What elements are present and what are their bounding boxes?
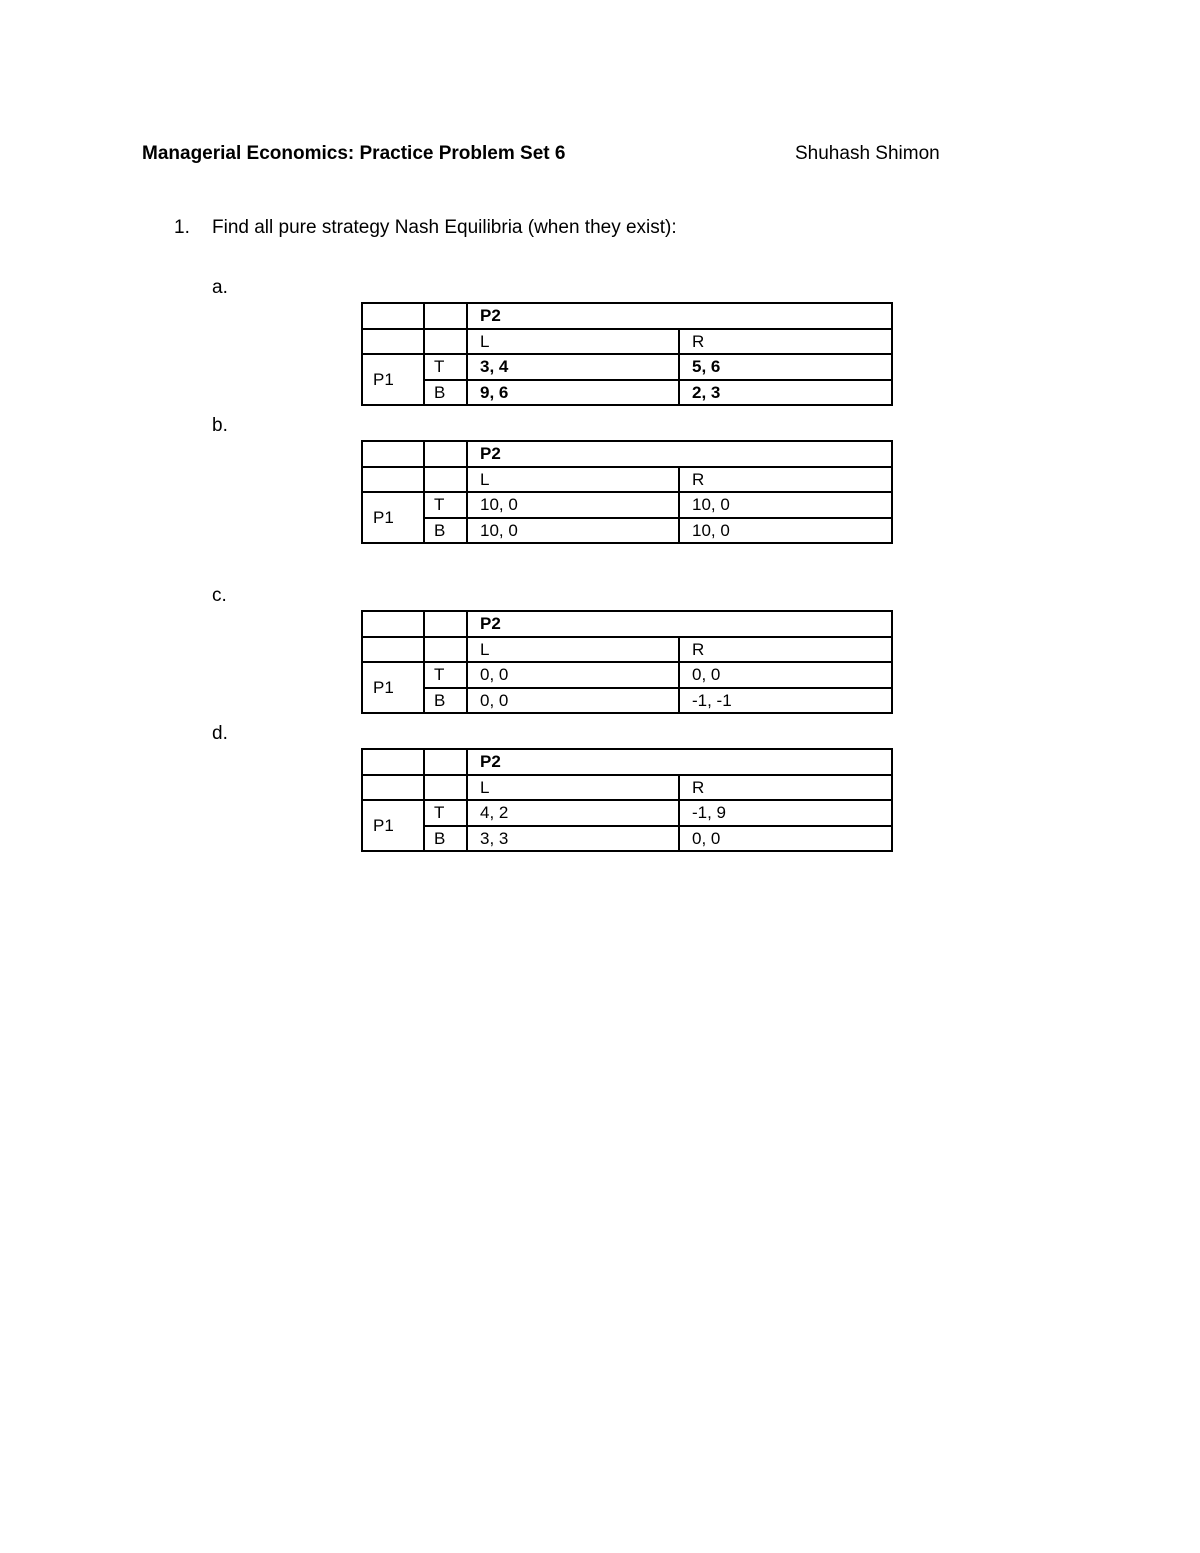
empty-cell: [362, 775, 424, 801]
payoff-matrix-a: [361, 302, 893, 406]
row-strategy-b: B: [424, 380, 467, 406]
row-strategy-t: T: [424, 354, 467, 380]
row-player-label: P1: [362, 800, 424, 851]
empty-cell: [424, 611, 467, 637]
row-player-label: P1: [362, 354, 424, 405]
question-number: 1.: [174, 217, 190, 238]
payoff-cell-b-r: 2, 3: [679, 380, 892, 406]
document-title: Managerial Economics: Practice Problem Set 6: [142, 143, 566, 164]
part-label-a: a.: [212, 277, 228, 298]
payoff-cell-t-l: 3, 4: [467, 354, 679, 380]
author-name: Shuhash Shimon: [795, 143, 940, 164]
payoff-matrix-b: [361, 440, 893, 544]
empty-cell: [362, 329, 424, 355]
payoff-matrix-d: [361, 748, 893, 852]
empty-cell: [362, 441, 424, 467]
col-strategy-l: L: [467, 775, 679, 801]
part-label-b: b.: [212, 415, 228, 436]
payoff-cell-b-r: 0, 0: [679, 826, 892, 852]
empty-cell: [424, 467, 467, 493]
row-player-label: P1: [362, 662, 424, 713]
payoff-cell-t-l: 10, 0: [467, 492, 679, 518]
part-label-c: c.: [212, 585, 227, 606]
payoff-cell-t-l: 4, 2: [467, 800, 679, 826]
empty-cell: [424, 775, 467, 801]
row-strategy-b: B: [424, 826, 467, 852]
payoff-cell-b-l: 9, 6: [467, 380, 679, 406]
column-player-label: P2: [467, 441, 892, 467]
col-strategy-r: R: [679, 637, 892, 663]
column-player-label: P2: [467, 749, 892, 775]
empty-cell: [424, 749, 467, 775]
empty-cell: [362, 611, 424, 637]
empty-cell: [424, 637, 467, 663]
empty-cell: [362, 637, 424, 663]
empty-cell: [424, 303, 467, 329]
payoff-cell-b-r: -1, -1: [679, 688, 892, 714]
empty-cell: [424, 441, 467, 467]
payoff-cell-t-r: -1, 9: [679, 800, 892, 826]
column-player-label: P2: [467, 611, 892, 637]
payoff-cell-b-l: 0, 0: [467, 688, 679, 714]
column-player-label: P2: [467, 303, 892, 329]
col-strategy-r: R: [679, 329, 892, 355]
payoff-cell-b-l: 3, 3: [467, 826, 679, 852]
col-strategy-r: R: [679, 775, 892, 801]
part-label-d: d.: [212, 723, 228, 744]
question-text: Find all pure strategy Nash Equilibria (when they exist):: [212, 217, 677, 238]
col-strategy-l: L: [467, 467, 679, 493]
row-strategy-b: B: [424, 518, 467, 544]
empty-cell: [362, 303, 424, 329]
col-strategy-l: L: [467, 637, 679, 663]
payoff-cell-t-l: 0, 0: [467, 662, 679, 688]
payoff-matrix-c: [361, 610, 893, 714]
row-strategy-b: B: [424, 688, 467, 714]
row-strategy-t: T: [424, 492, 467, 518]
payoff-cell-t-r: 5, 6: [679, 354, 892, 380]
payoff-cell-b-r: 10, 0: [679, 518, 892, 544]
payoff-cell-t-r: 0, 0: [679, 662, 892, 688]
col-strategy-r: R: [679, 467, 892, 493]
payoff-cell-b-l: 10, 0: [467, 518, 679, 544]
empty-cell: [362, 749, 424, 775]
col-strategy-l: L: [467, 329, 679, 355]
payoff-cell-t-r: 10, 0: [679, 492, 892, 518]
row-strategy-t: T: [424, 800, 467, 826]
empty-cell: [424, 329, 467, 355]
empty-cell: [362, 467, 424, 493]
row-player-label: P1: [362, 492, 424, 543]
row-strategy-t: T: [424, 662, 467, 688]
